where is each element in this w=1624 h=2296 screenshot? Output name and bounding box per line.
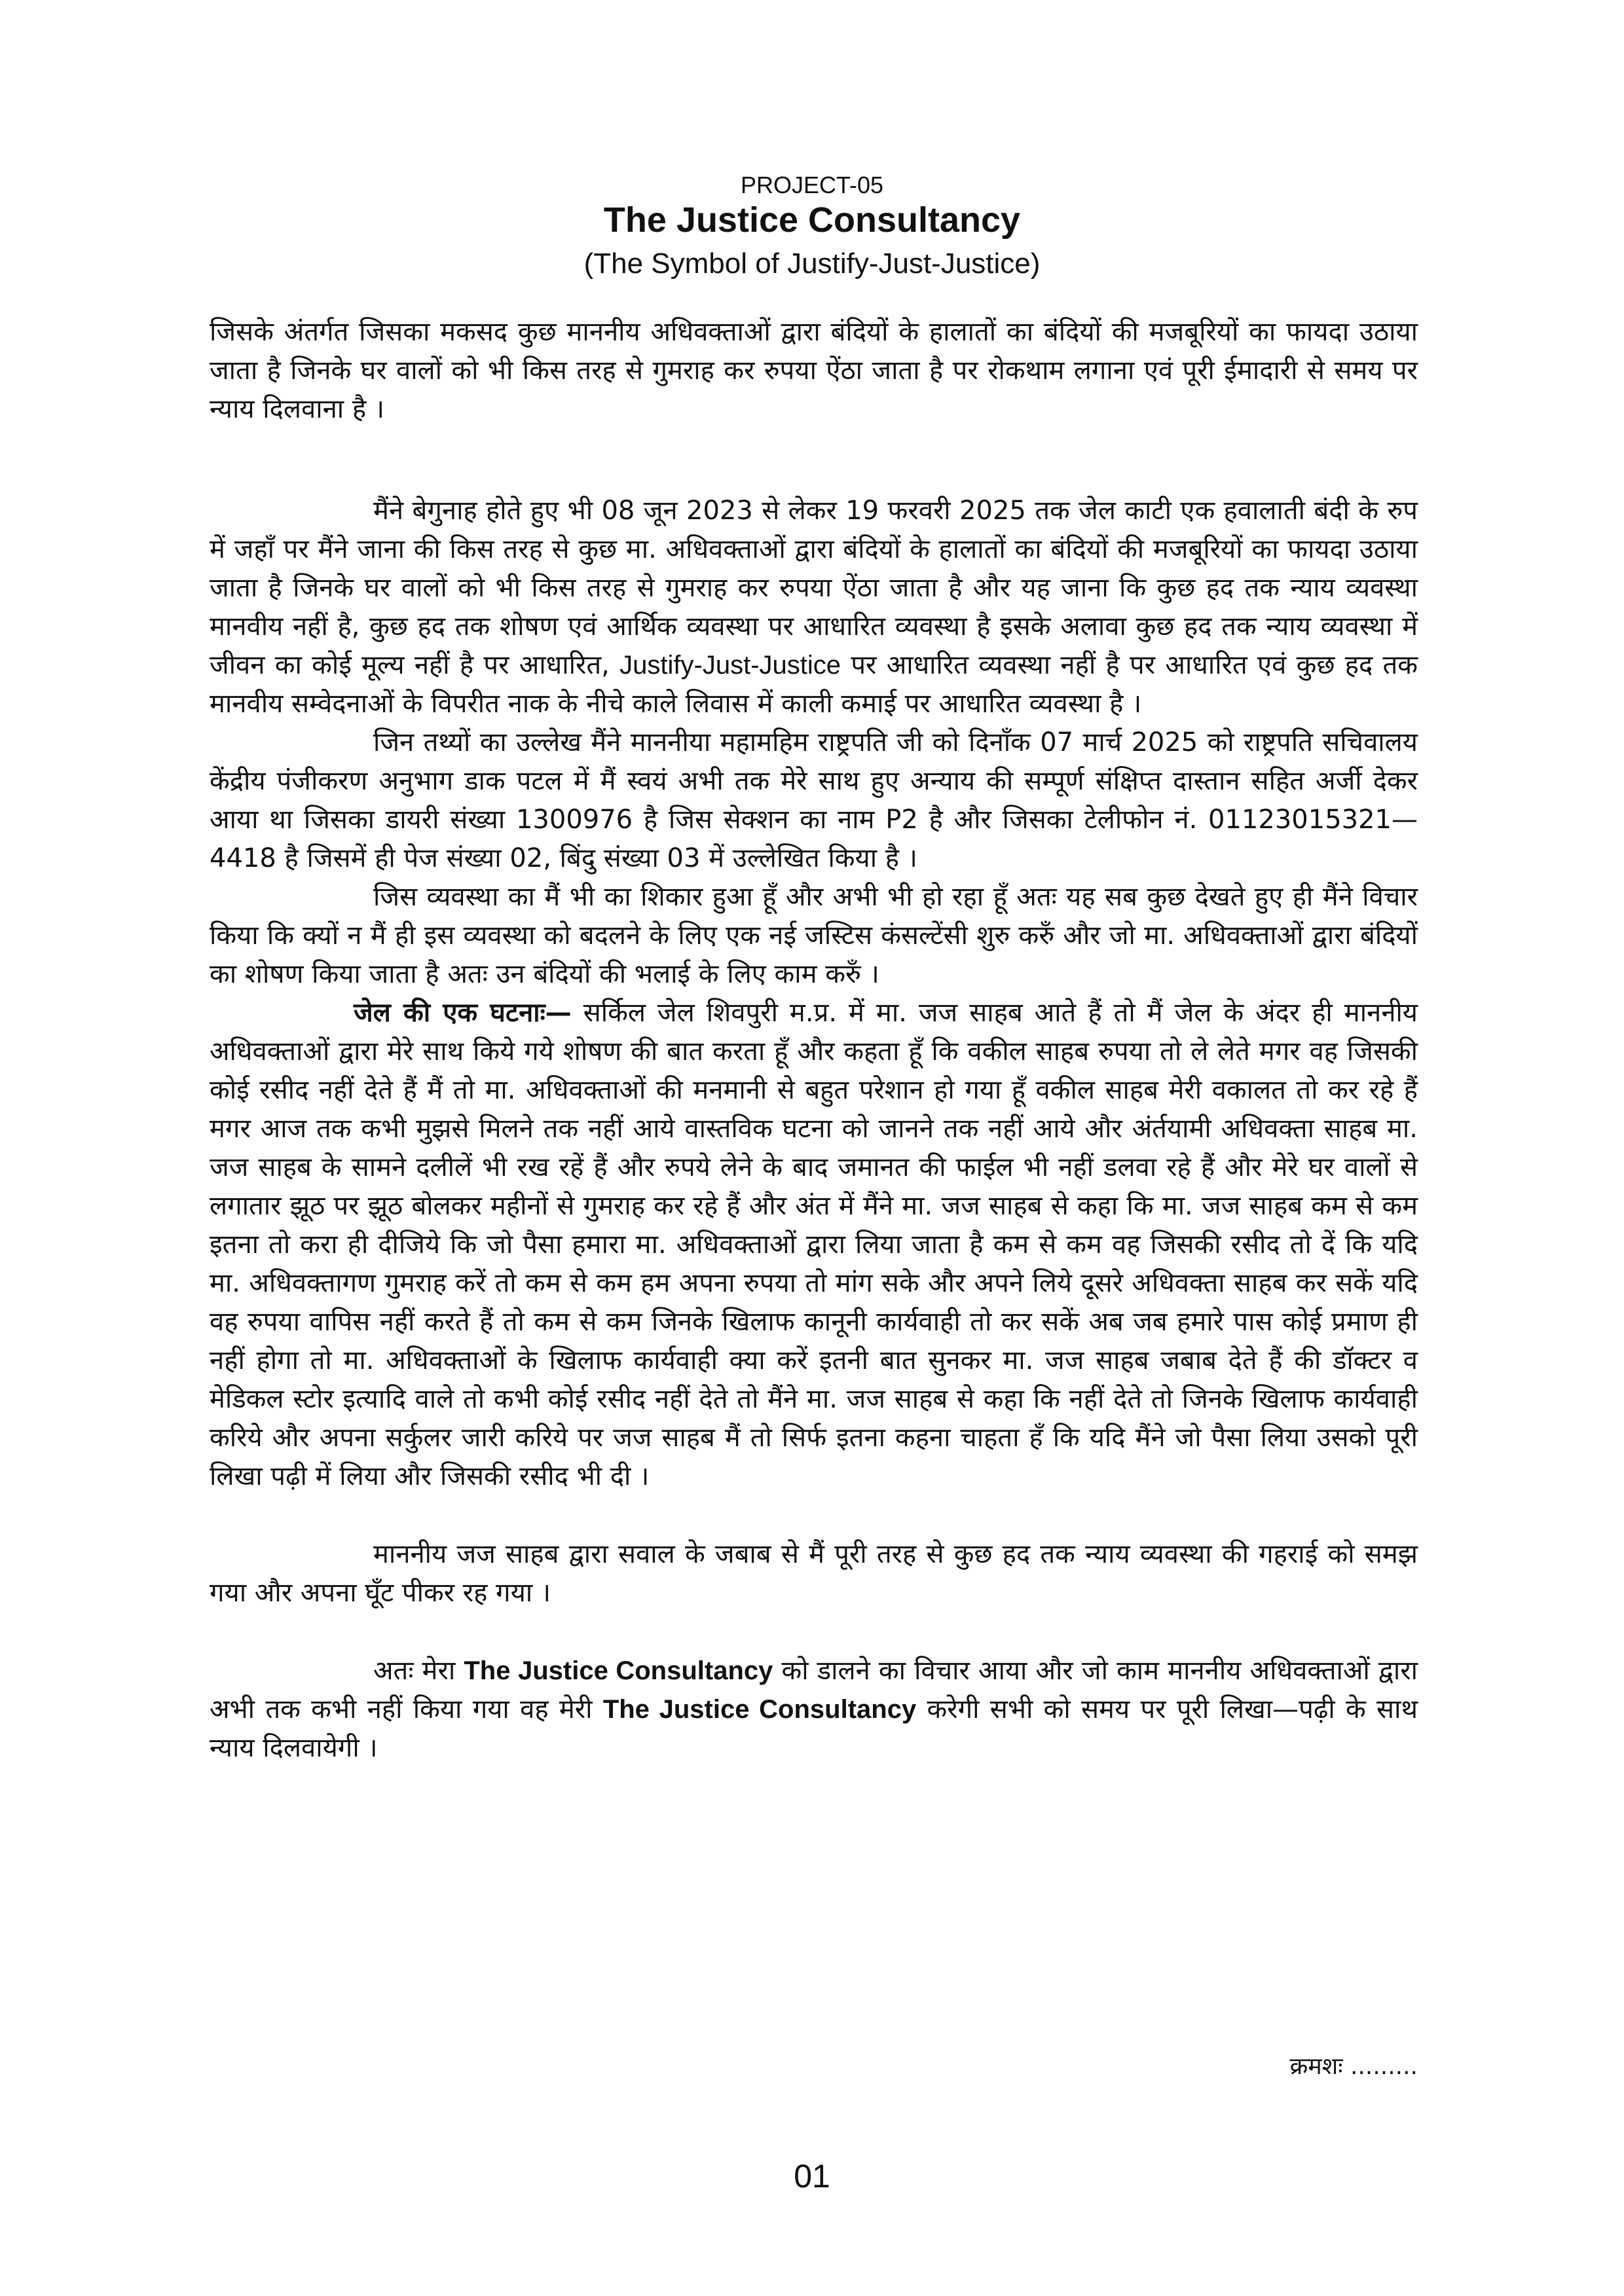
paragraph-new-justice-consultancy: जिस व्यवस्था का मैं भी का शिकार हुआ हूँ और अभी भी हो रहा हूँ अतः यह सब कुछ देखते हुए ही मैंने विचार किया कि क्यों न मैं ही इस व्यवस्था को बदलने के लिए एक नई जस्टिस कंसल्टेंसी शुरु करुँ और जो मा. अधिवक्ताओं द्वारा बंदियों का शोषण किया जाता है अतः उन बंदियों की भलाई के लिए काम करुँ । bbox=[210, 882, 1418, 989]
paragraph-text: सर्किल जेल शिवपुरी म.प्र. में मा. जज साहब आते हैं तो मैं जेल के अंदर ही माननीय अधिवक्ताओं द्वारा मेरे साथ किये गये शोषण की बात करता हूँ और कहता हूँ कि वकील साहब रुपया तो ले लेते मगर वह जिसकी कोई रसीद नहीं देते हैं मैं तो मा. अधिवक्ताओं की मनमानी से बहुत परेशान हो गया हूँ वकील साहब मेरी वकालत तो कर रहे हैं मगर आज तक कभी मुझसे मिलने तक नहीं आये वास्तविक घटना को जानने तक नहीं आये और अंर्तयामी अधिवक्ता साहब मा. जज साहब के सामने दलीलें भी रख रहें हैं और रुपये लेने के बाद जमानत की फाईल भी नहीं डलवा रहे हैं और मेरे घर वालों से लगातार झूठ पर झूठ बोलकर महीनों से गुमराह कर रहे हैं और अंत में मैंने मा. जज साहब से कहा कि मा. जज साहब कम से कम इतना तो करा ही दीजिये कि जो पैसा हमारा मा. अधिवक्ताओं द्वारा लिया जाता है कम से कम वह जिसकी रसीद तो दें कि यदि मा. अधिवक्तागण गुमराह करें तो कम से कम हम अपना रुपया तो मांग सके और अपने लिये दूसरे अधिवक्ता साहब कर सकें यदि वह रुपया वापिस नहीं करते हैं तो कम से कम जिनके खिलाफ कानूनी कार्यवाही तो कर सकें अब जब हमारे पास कोई प्रमाण ही नहीं होगा तो मा. अधिवक्ताओं के खिलाफ कार्यवाही क्या करें इतनी बात सुनकर मा. जज साहब जबाब देते हैं की डॉक्टर व मेडिकल स्टोर इत्यादि वाले तो कभी कोई रसीद नहीं देते तो मैंने मा. जज साहब से कहा कि नहीं देते तो जिनके खिलाफ कार्यवाही करिये और अपना सर्कुलर जारी करिये पर जज साहब मैं तो सिर्फ इतना कहना चाहता हँ कि यदि मैंने जो पैसा लिया उसको पूरी लिखा पढ़ी में लिया और जिसकी रसीद भी दी । bbox=[210, 998, 1418, 1491]
brand-name: The Justice Consultancy bbox=[602, 1695, 917, 1724]
paragraph-purpose: जिसके अंतर्गत जिसका मकसद कुछ माननीय अधिवक्ताओं द्वारा बंदियों के हालातों का बंदियों की मजबूरियों का फायदा उठाया जाता है जिनके घर वालों को भी किस तरह से गुमराह कर रुपया ऐंठा जाता है पर रोकथाम लगाना एवं पूरी ईमादारी से समय पर न्याय दिलवाना है । bbox=[210, 317, 1418, 424]
continued-marker: क्रमशः ......... bbox=[1289, 2053, 1418, 2080]
paragraph-text: अतः मेरा bbox=[373, 1656, 456, 1686]
paragraph-text: मैंने बेगुनाह होते हुए भी 08 जून 2023 से लेकर 19 फरवरी 2025 तक जेल काटी एक हवालाती बंदी के रुप में जहाँ पर मैंने जाना की किस तरह से कुछ मा. अधिवक्ताओं द्वारा बंदियों के हालातों का बंदियों की मजबूरियों का फायदा उठाया जाता है जिनके घर वालों को भी किस तरह से गुमराह कर रुपया ऐंठा जाता है और यह जाना कि कुछ हद तक न्याय व्यवस्था मानवीय नहीं है, कुछ हद तक शोषण एवं आर्थिक व्यवस्था पर आधारित व्यवस्था है इसके अलावा कुछ हद तक न्याय व्यवस्था में जीवन का कोई मूल्य नहीं है पर आधारित, bbox=[210, 496, 1418, 680]
paragraph-president-application: जिन तथ्यों का उल्लेख मैंने माननीया महामहिम राष्ट्रपति जी को दिनाँक 07 मार्च 2025 को राष्ट्रपति सचिवालय केंद्रीय पंजीकरण अनुभाग डाक पटल में मैं स्वयं अभी तक मेरे साथ हुए अन्याय की सम्पूर्ण संक्षिप्त दास्तान सहित अर्जी देकर आया था जिसका डायरी संख्या 1300976 है जिस सेक्शन का नाम P2 है और जिसका टेलीफोन नं. 01123015321—4418 है जिसमें ही पेज संख्या 02, बिंदु संख्या 03 में उल्लेखित किया है । bbox=[210, 727, 1418, 873]
page-number: 01 bbox=[794, 2158, 830, 2195]
document-subtitle: (The Symbol of Justify-Just-Justice) bbox=[583, 247, 1041, 280]
project-code: PROJECT-05 bbox=[740, 172, 884, 198]
paragraph-text: को डालने का विचार आया और जो काम माननीय अधिवक्ताओं द्वारा अभी तक कभी नहीं किया गया वह मेरी bbox=[210, 1656, 1418, 1724]
brand-name: The Justice Consultancy bbox=[464, 1656, 773, 1685]
paragraph-judge-response: माननीय जज साहब द्वारा सवाल के जबाब से मैं पूरी तरह से कुछ हद तक न्याय व्यवस्था की गहराई को समझ गया और अपना घूँट पीकर रह गया । bbox=[210, 1539, 1418, 1608]
paragraph-text: करेगी सभी को समय पर पूरी लिखा—पढ़ी के साथ न्याय दिलवायेगी । bbox=[210, 1694, 1418, 1763]
paragraph-text: पर आधारित व्यवस्था नहीं है पर आधारित एवं कुछ हद तक मानवीय सम्वेदनाओं के विपरीत नाक के नीचे काले लिवास में काली कमाई पर आधारित व्यवस्था है । bbox=[210, 650, 1418, 719]
paragraph-conclusion bbox=[210, 1652, 1418, 1768]
document-title: The Justice Consultancy bbox=[603, 200, 1021, 240]
document-body bbox=[210, 313, 1418, 1768]
justify-just-justice-text: Justify-Just-Justice bbox=[619, 651, 841, 680]
paragraph-jail-incident bbox=[210, 994, 1418, 1496]
paragraph-personal-experience bbox=[210, 492, 1418, 723]
jail-incident-heading: जेल की एक घटनाः— bbox=[354, 998, 572, 1028]
